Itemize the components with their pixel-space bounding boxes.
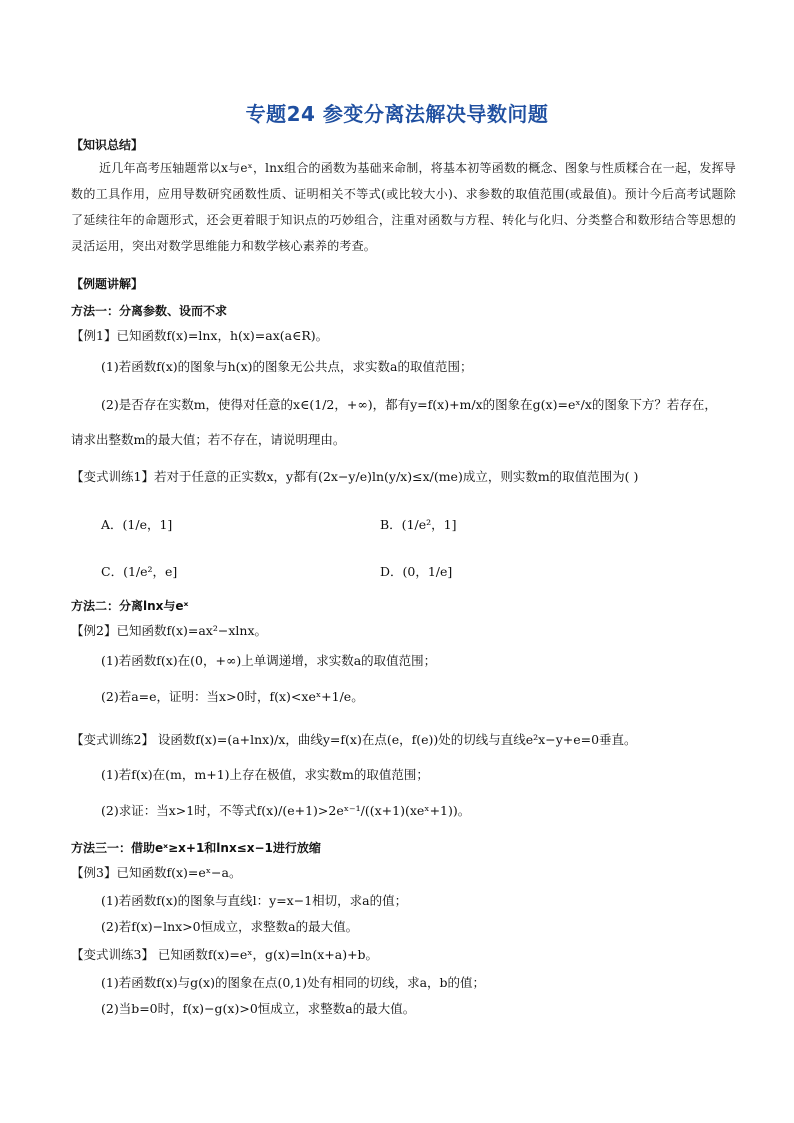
variant3-q2: (2)当b=0时，f(x)−g(x)>0恒成立，求整数a的最大值。 (101, 1001, 416, 1016)
example1-q2: (2)是否存在实数m，使得对任意的x∈(1/2，+∞)，都有y=f(x)+m/x的图象在g(x)=eˣ/x的图象下方？若存在， (101, 397, 717, 412)
variant1-stem: 【变式训练1】若对于任意的正实数x，y都有(2x−y/e)ln(y/x)≤x/(me)成立，则实数m的取值范围为( ) (71, 469, 639, 484)
variant3-q1: (1)若函数f(x)与g(x)的图象在点(0,1)处有相同的切线，求a，b的值； (101, 975, 486, 990)
variant2-stem: 【变式训练2】 设函数f(x)=(a+lnx)/x，曲线y=f(x)在点(e，f(e))处的切线与直线e²x−y+e=0垂直。 (71, 732, 637, 747)
example2-q2: (2)若a=e，证明：当x>0时，f(x)<xeˣ+1/e。 (101, 689, 364, 704)
option-a: A．(1/e，1] (101, 517, 173, 532)
example1-stem: 【例1】已知函数f(x)=lnx，h(x)=ax(a∈R)。 (71, 328, 329, 343)
method3-heading: 方法三一：借助eˣ≥x+1和lnx≤x−1进行放缩 (71, 841, 321, 855)
example1-q1: (1)若函数f(x)的图象与h(x)的图象无公共点，求实数a的取值范围； (101, 359, 473, 374)
example3-q2: (2)若f(x)−lnx>0恒成立，求整数a的最大值。 (101, 919, 359, 934)
method1-heading: 方法一：分离参数、设而不求 (71, 304, 228, 318)
example3-stem: 【例3】已知函数f(x)=eˣ−a。 (71, 865, 242, 880)
variant2-q2: (2)求证：当x>1时，不等式f(x)/(e+1)>2eˣ⁻¹/((x+1)(xeˣ+1))。 (101, 803, 471, 818)
variant3-stem: 【变式训练3】 已知函数f(x)=eˣ，g(x)=ln(x+a)+b。 (71, 947, 379, 962)
example2-stem: 【例2】已知函数f(x)=ax²−xlnx。 (71, 623, 267, 638)
knowledge-paragraph (71, 155, 736, 259)
knowledge-text: 近几年高考压轴题常以x与eˣ，lnx组合的函数为基础来命制，将基本初等函数的概念、图象与性质糅合在一起，发挥导数的工具作用，应用导数研究函数性质、证明相关不等式(或比较大小)、求参数的取值范围(或最值)。预计今后高考试题除了延续往年的命题形式，还会更着眼于知识点的巧妙组合，注重对函数与方程、转化与化归、分类整合和数形结合等思想的灵活运用，突出对数学思维能力和数学核心素养的考查。 (71, 161, 736, 253)
knowledge-header: 【知识总结】 (71, 138, 144, 152)
example2-q1: (1)若函数f(x)在(0，+∞)上单调递增，求实数a的取值范围； (101, 653, 437, 668)
example3-q1: (1)若函数f(x)的图象与直线l：y=x−1相切，求a的值； (101, 893, 408, 908)
example1-q2-cont: 请求出整数m的最大值；若不存在，请说明理由。 (71, 432, 346, 447)
variant2-q1: (1)若f(x)在(m，m+1)上存在极值，求实数m的取值范围； (101, 767, 429, 782)
method2-heading: 方法二：分离lnx与eˣ (71, 599, 189, 613)
option-d: D．(0，1/e] (380, 564, 453, 579)
page-title: 专题24 参变分离法解决导数问题 (245, 102, 549, 126)
option-b: B．(1/e²，1] (380, 517, 457, 532)
examples-header: 【例题讲解】 (71, 277, 144, 291)
option-c: C．(1/e²，e] (101, 564, 178, 579)
